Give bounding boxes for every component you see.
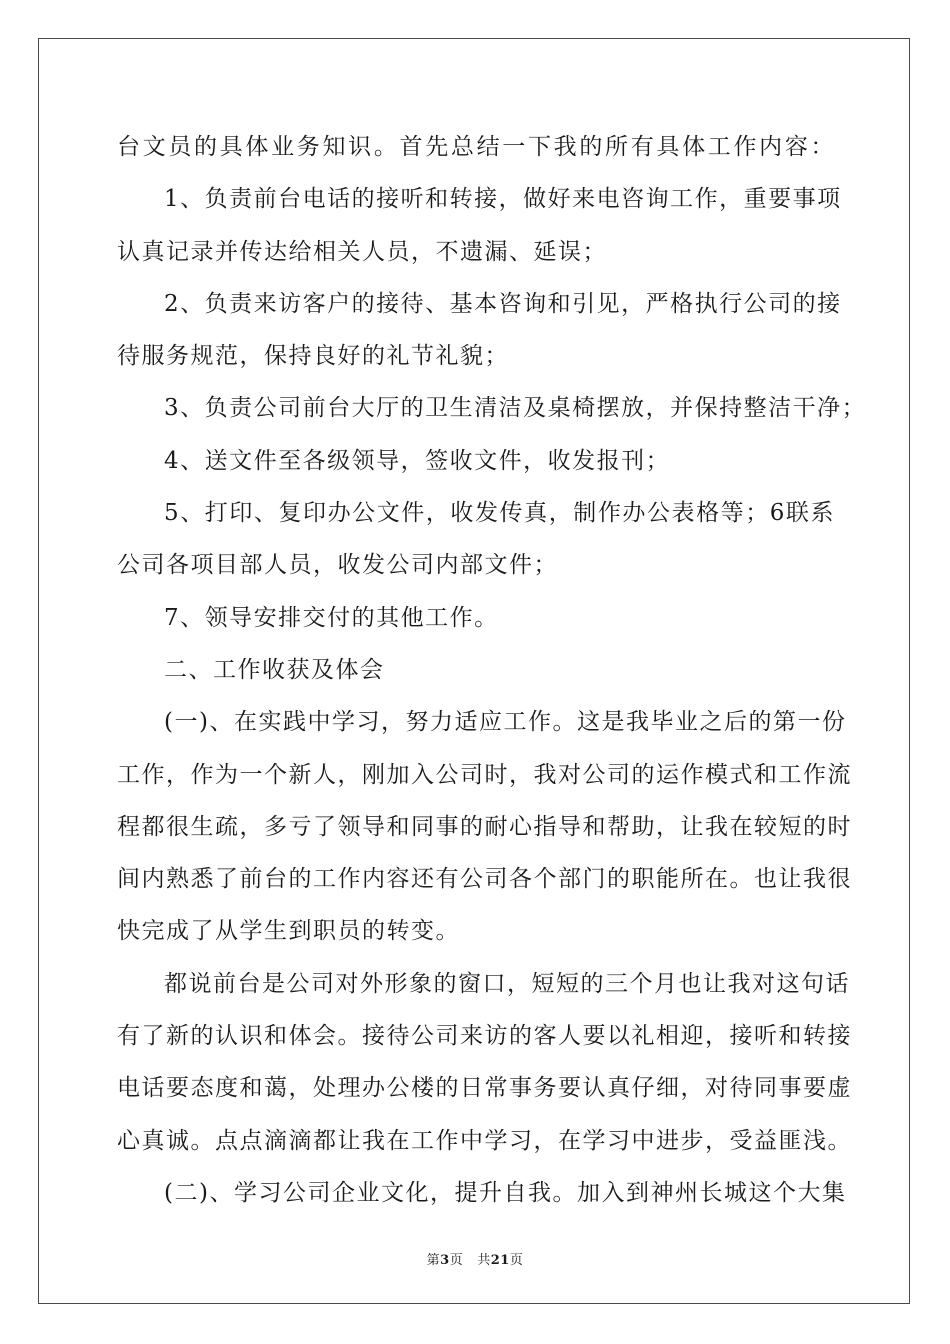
text-line: 认真记录并传达给相关人员，不遗漏、延误； (117, 238, 607, 265)
text-line: 快完成了从学生到职员的转变。 (117, 918, 460, 945)
text-line: (二)、学习公司企业文化，提升自我。加入到神州长城这个大集 (164, 1179, 847, 1206)
text-line: 1、负责前台电话的接听和转接，做好来电咨询工作，重要事项 (164, 186, 842, 213)
page-footer (0, 1249, 950, 1268)
footer-page-number: 3 (440, 1253, 450, 1268)
text-line: 3、负责公司前台大厅的卫生清洁及桌椅摆放，并保持整洁干净； (164, 395, 867, 422)
text-line: 待服务规范，保持良好的礼节礼貌； (117, 343, 509, 370)
text-line: 都说前台是公司对外形象的窗口，短短的三个月也让我对这句话 (164, 970, 850, 997)
text-line: (一)、在实践中学习，努力适应工作。这是我毕业之后的第一份 (164, 709, 847, 736)
footer-page-suffix: 页 (449, 1253, 464, 1268)
text-line: 电话要态度和蔼，处理办公楼的日常事务要认真仔细，对待同事要虚 (117, 1075, 852, 1102)
text-line: 二、工作收获及体会 (164, 656, 385, 683)
text-line: 2、负责来访客户的接待、基本咨询和引见，严格执行公司的接 (164, 290, 842, 317)
text-line: 有了新的认识和体会。接待公司来访的客人要以礼相迎，接听和转接 (117, 1023, 852, 1050)
footer-page-prefix: 第 (426, 1253, 441, 1268)
text-line: 5、打印、复印办公文件，收发传真，制作办公表格等；6联系 (164, 500, 835, 527)
text-line: 7、领导安排交付的其他工作。 (164, 604, 499, 631)
text-line: 公司各项目部人员，收发公司内部文件； (117, 552, 558, 579)
document-body (117, 128, 867, 1226)
footer-total-prefix: 共 (477, 1253, 491, 1268)
text-line: 工作，作为一个新人，刚加入公司时，我对公司的运作模式和工作流 (117, 761, 852, 788)
text-line: 程都很生疏，多亏了领导和同事的耐心指导和帮助，让我在较短的时 (117, 813, 852, 840)
text-line: 间内熟悉了前台的工作内容还有公司各个部门的职能所在。也让我很 (117, 866, 852, 893)
footer-total-pages: 21 (490, 1253, 510, 1268)
text-line: 心真诚。点点滴滴都让我在工作中学习，在学习中进步，受益匪浅。 (117, 1127, 852, 1154)
text-line: 台文员的具体业务知识。首先总结一下我的所有具体工作内容： (117, 134, 835, 160)
text-line: 4、送文件至各级领导，签收文件，收发报刊； (164, 447, 671, 474)
footer-total-suffix: 页 (509, 1253, 524, 1268)
